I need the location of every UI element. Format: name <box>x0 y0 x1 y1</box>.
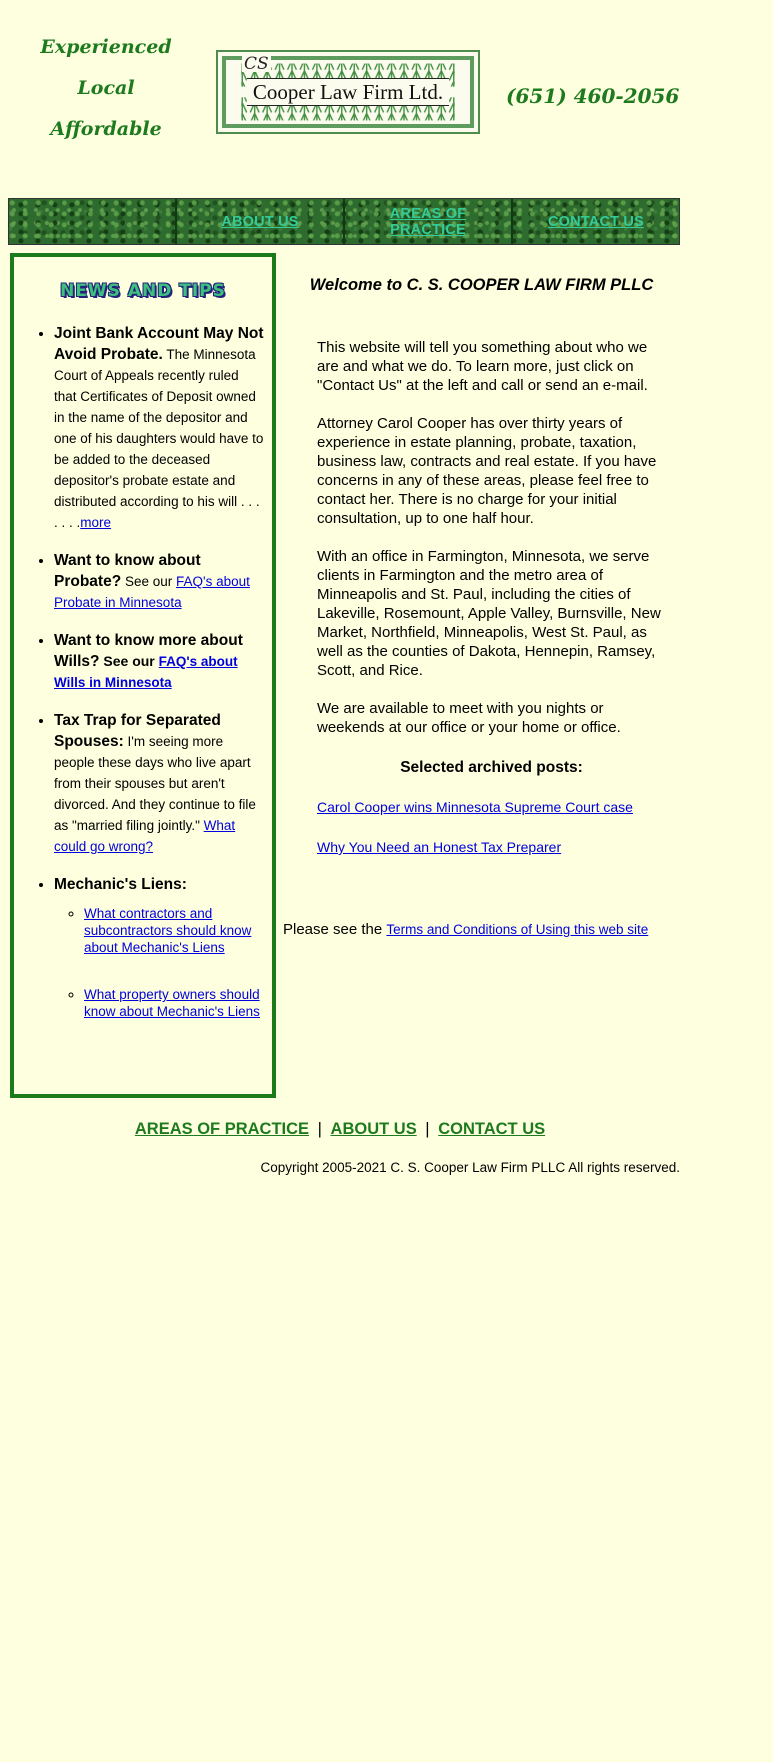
contractors-liens-link[interactable]: What contractors and subcontractors should know about Mechanic's Liens <box>84 906 252 955</box>
tagline-experienced: Experienced <box>40 36 172 58</box>
news-item-lead: Joint Bank Account May Not Avoid Probate. <box>54 325 264 363</box>
terms-prefix: Please see the <box>283 921 387 938</box>
nav-cell-empty <box>9 199 177 244</box>
news-list <box>14 323 272 1020</box>
news-item-text: The Minnesota Court of Appeals recently ruled that Certificates of Deposit owned in the name of the depositor and one of his daughters would have to be added to the deceased depositor's probate estate and distributed according to his will . . . . . . . <box>54 347 264 530</box>
news-item-lead: Mechanic's Liens: <box>54 876 187 893</box>
footer-link-contact-us[interactable]: CONTACT US <box>438 1120 546 1138</box>
firm-logo <box>222 56 474 128</box>
sublist-item <box>84 986 264 1020</box>
tagline-local: Local <box>77 77 135 99</box>
faq-probate-link[interactable]: FAQ's about Probate in Minnesota <box>54 574 250 610</box>
news-and-tips-panel <box>10 253 276 1098</box>
news-item-joint-bank-account <box>54 323 264 533</box>
news-item-wills <box>54 630 264 693</box>
news-item-text: See our <box>99 653 159 669</box>
sublist-item <box>84 905 264 956</box>
news-item-lead: Want to know about Probate? <box>54 552 201 590</box>
tagline-affordable: Affordable <box>50 118 162 140</box>
news-item-text: I'm seeing more people these days who live apart from their spouses but aren't divorced. And they continue to file as "married filing jointly." <box>54 734 256 833</box>
footer-link-areas-of-practice[interactable]: AREAS OF PRACTICE <box>134 1120 310 1138</box>
news-item-tax-trap <box>54 710 264 857</box>
nav-item-areas-of-practice[interactable] <box>345 199 513 244</box>
archived-posts-title: Selected archived posts: <box>400 759 583 776</box>
nav-link-contact-us[interactable]: CONTACT US <box>548 213 644 230</box>
news-item-lead: Want to know more about Wills? <box>54 632 243 670</box>
news-item-text: See our <box>121 574 176 589</box>
archived-post-row <box>283 777 680 817</box>
faq-wills-link[interactable]: FAQ's about Wills in Minnesota <box>54 654 238 690</box>
footer-separator: | <box>317 1120 322 1138</box>
honest-tax-preparer-link[interactable]: Why You Need an Honest Tax Preparer <box>317 839 562 855</box>
main-content <box>283 246 680 938</box>
property-owners-liens-link[interactable]: What property owners should know about Mechanic's Liens <box>84 987 260 1019</box>
availability-paragraph: We are available to meet with you nights or weekends at our office or your home or office. <box>317 700 621 736</box>
nav-item-about-us[interactable] <box>177 199 345 244</box>
experience-paragraph: Attorney Carol Cooper has over thirty years of experience in estate planning, probate, taxation, business law, contracts and real estate. If you have concerns in any of these areas, please feel free to contact her. There is no charge for your initial consultation, up to one half hour. <box>317 415 657 527</box>
terms-line <box>283 921 680 938</box>
nav-link-areas-of-practice[interactable]: AREAS OF PRACTICE <box>389 205 467 238</box>
news-item-lead: Tax Trap for Separated Spouses: <box>54 712 221 750</box>
main-navbar <box>8 198 680 245</box>
footer-separator: | <box>425 1120 430 1138</box>
service-area-paragraph: With an office in Farmington, Minnesota, we serve clients in Farmington and the metro area of Minneapolis and St. Paul, including the cities of Lakeville, Rosemount, Apple Valley, Burnsville, New Market, Northfield, Minneapolis, West St. Paul, as well as the counties of Dakota, Hennepin, Ramsey, Scott, and Rice. <box>317 548 661 679</box>
footer-link-about-us[interactable]: ABOUT US <box>330 1120 417 1138</box>
logo-text: Cooper Law Firm Ltd. <box>247 78 449 106</box>
news-and-tips-title: NEWS AND TIPS <box>60 281 226 301</box>
taglines <box>36 36 176 159</box>
terms-and-conditions-link[interactable]: Terms and Conditions of Using this web site <box>386 922 649 937</box>
page-title: Welcome to C. S. COOPER LAW FIRM PLLC <box>309 276 654 294</box>
news-item-probate <box>54 550 264 613</box>
what-could-go-wrong-link[interactable]: What could go wrong? <box>54 818 236 854</box>
supreme-court-case-link[interactable]: Carol Cooper wins Minnesota Supreme Court case <box>317 799 633 815</box>
logo-monogram: CS <box>244 54 269 74</box>
more-link[interactable]: more <box>80 515 112 530</box>
intro-paragraph: This website will tell you something about who we are and what we do. To learn more, just click on "Contact Us" at the left and call or send an e-mail. <box>317 339 648 394</box>
news-item-mechanics-liens <box>54 874 264 1020</box>
copyright-notice: Copyright 2005-2021 C. S. Cooper Law Firm PLLC All rights reserved. <box>260 1160 680 1175</box>
nav-link-about-us[interactable]: ABOUT US <box>221 213 299 230</box>
mechanics-liens-sublist <box>54 905 264 1020</box>
phone-number: (651) 460-2056 <box>506 84 680 108</box>
nav-item-contact-us[interactable] <box>513 199 679 244</box>
archived-post-row <box>283 817 680 857</box>
footer-nav <box>0 1120 680 1139</box>
